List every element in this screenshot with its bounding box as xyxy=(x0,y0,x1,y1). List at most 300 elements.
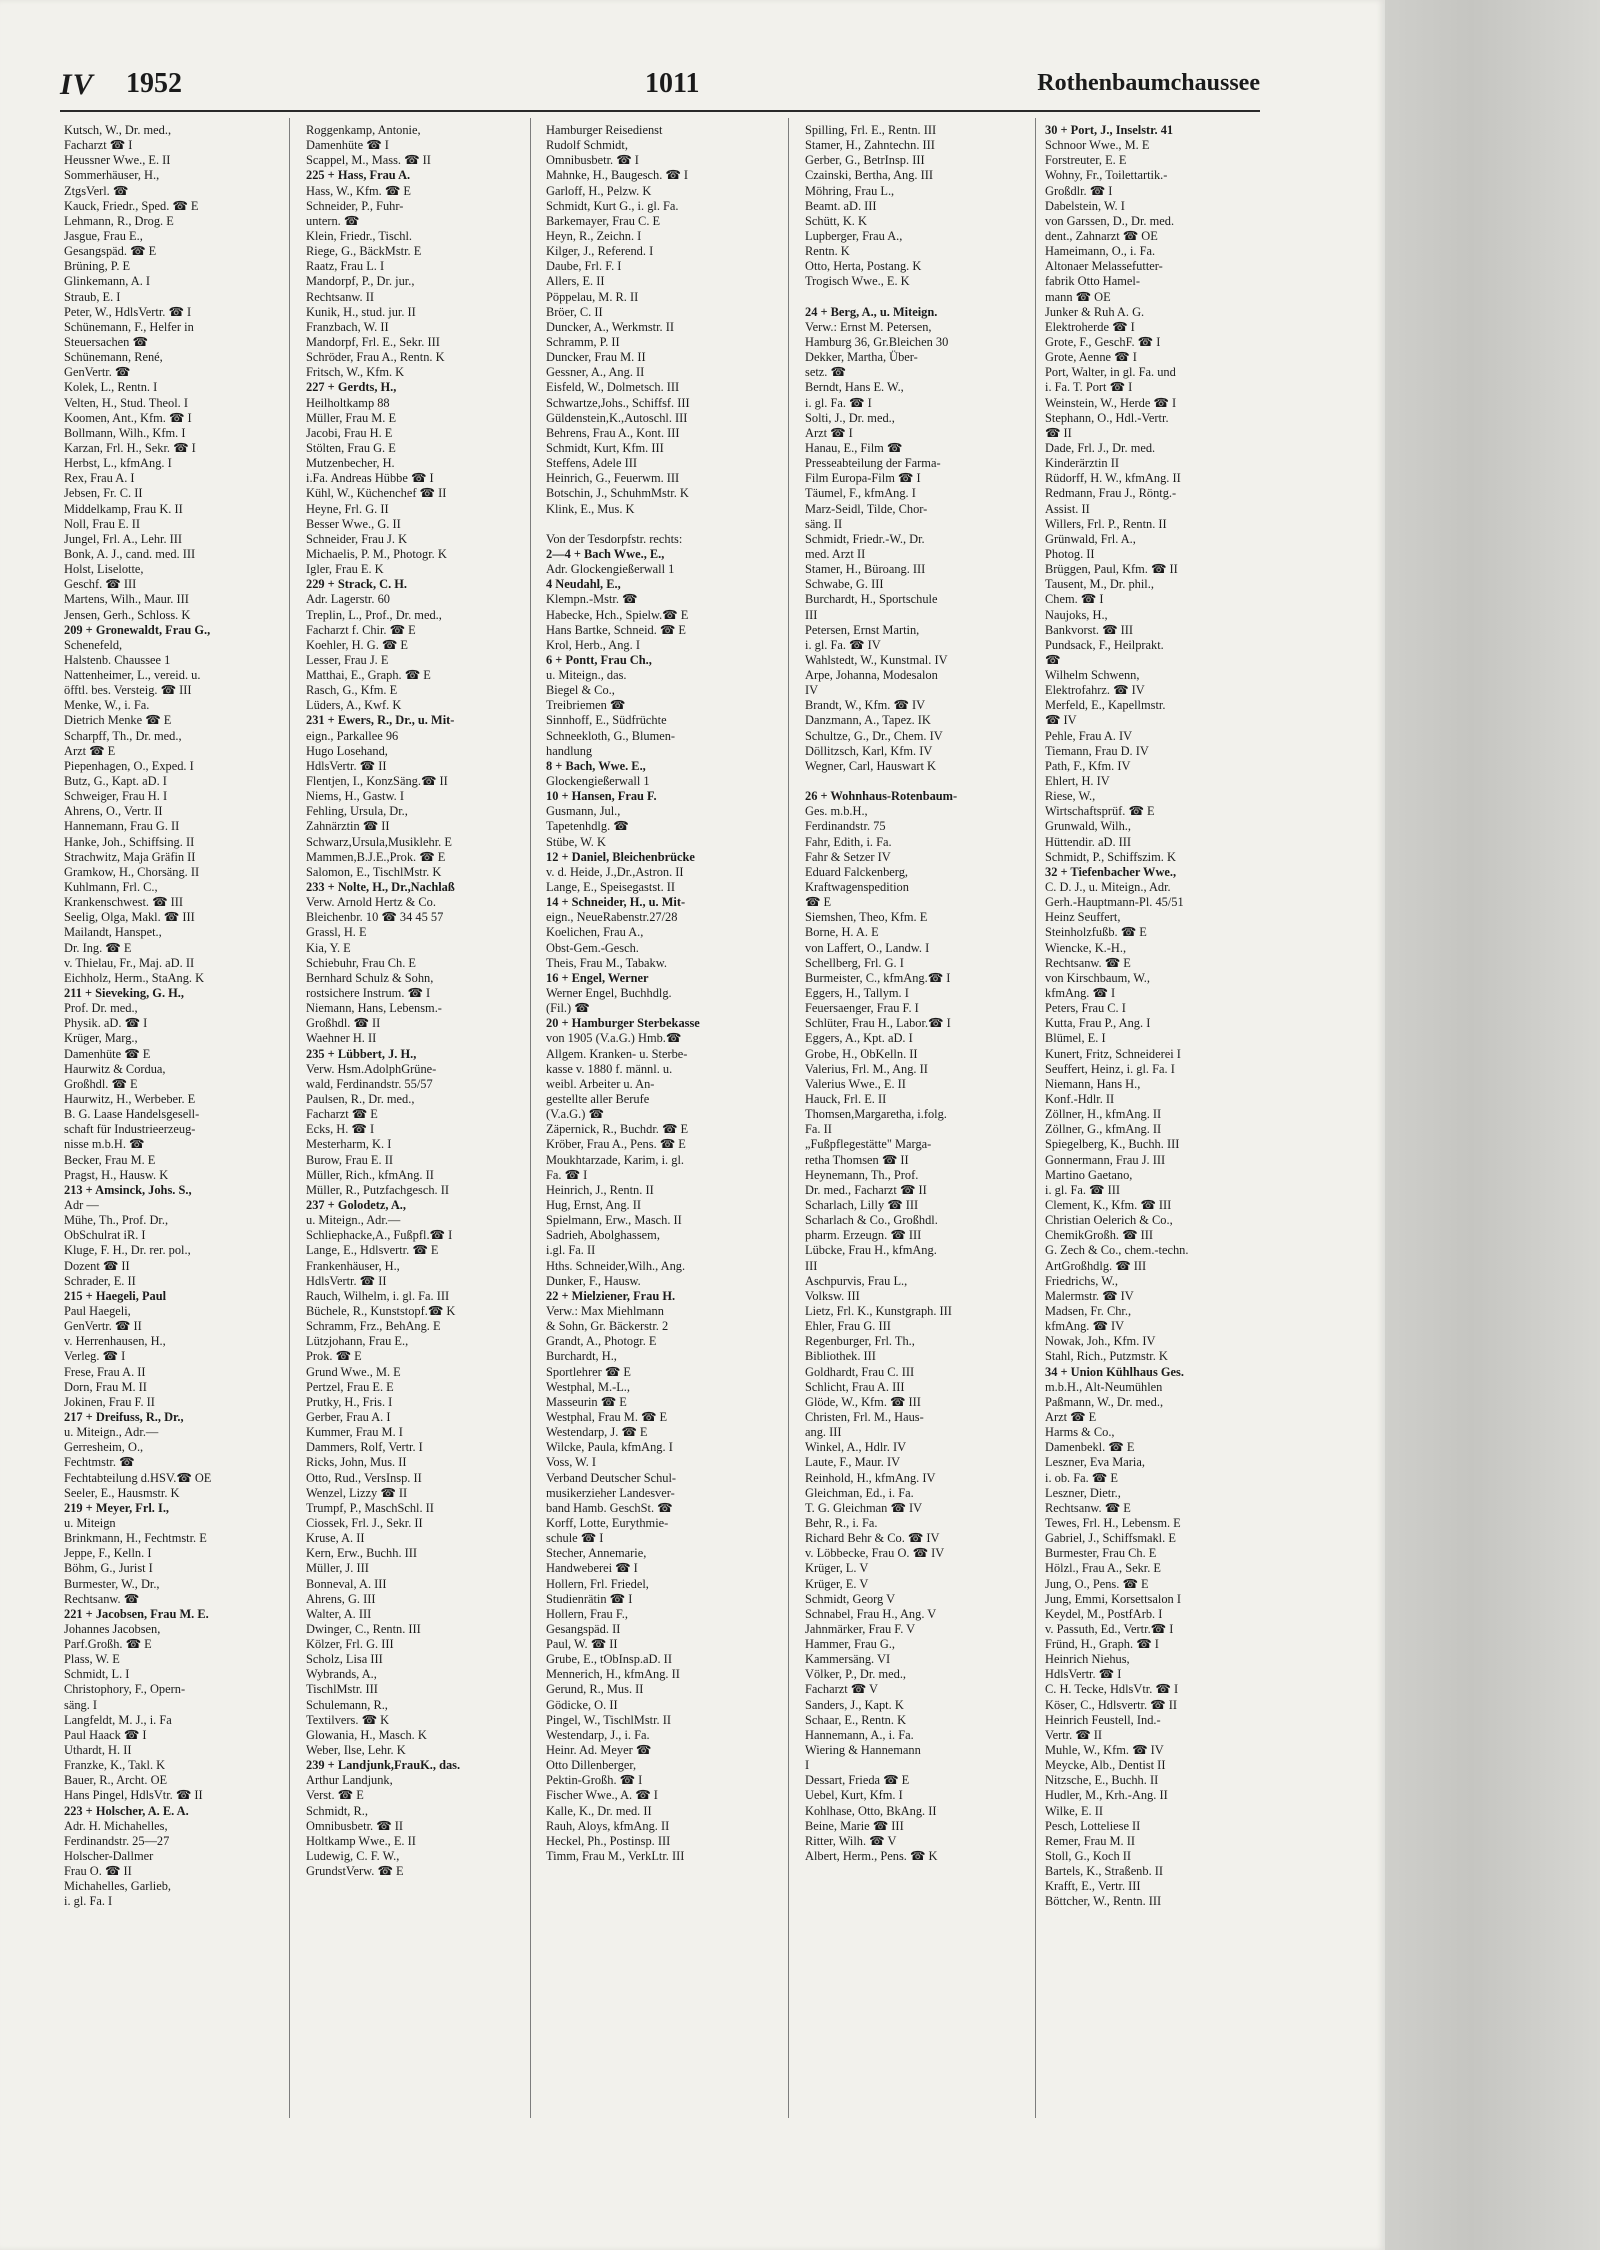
directory-entry-line: Weber, Ilse, Lehr. K xyxy=(306,1743,406,1758)
directory-entry-line: Wiencke, K.-H., xyxy=(1045,940,1127,955)
directory-entry-line: Lübcke, Frau H., kfmAng. xyxy=(805,1243,937,1258)
directory-entry-line: Dwinger, C., Rentn. III xyxy=(306,1621,421,1636)
street-name: Rothenbaumchaussee xyxy=(1037,70,1260,96)
directory-entry-line: Petersen, Ernst Martin, xyxy=(805,622,920,637)
directory-entry-line: Schmidt, P., Schiffszim. K xyxy=(1045,849,1176,864)
directory-entry-line: Sadrieh, Abolghassem, xyxy=(546,1228,660,1243)
directory-entry-line: Böttcher, W., Rentn. III xyxy=(1045,1894,1162,1909)
directory-entry-line: Igler, Frau E. K xyxy=(306,562,384,577)
directory-entry-line: i.Fa. Andreas Hübbe ☎ I xyxy=(306,471,434,486)
directory-entry-line xyxy=(546,517,768,532)
directory-entry-line: Niemann, Hans, Lebensm.- xyxy=(306,1001,442,1016)
directory-entry-line: Verband Deutscher Schul- xyxy=(546,1470,677,1485)
directory-entry-line: Uebel, Kurt, Kfm. I xyxy=(805,1788,903,1803)
directory-entry-line: Ricks, John, Mus. II xyxy=(306,1455,407,1470)
directory-entry-line: Gleichman, Ed., i. Fa. xyxy=(805,1485,914,1500)
directory-entry-line: Schaar, E., Rentn. K xyxy=(805,1712,907,1727)
directory-entry-line: Dekker, Martha, Über- xyxy=(805,350,918,365)
directory-entry-line: Timm, Frau M., VerkLtr. III xyxy=(546,1849,685,1864)
directory-entry-line: v. Passuth, Ed., Vertr.☎ I xyxy=(1045,1621,1174,1636)
directory-entry-line: Peter, W., HdlsVertr. ☎ I xyxy=(64,304,192,319)
directory-entry-line: Valerius, Frl. M., Ang. II xyxy=(805,1061,928,1076)
directory-entry-line: Pertzel, Frau E. E xyxy=(306,1379,394,1394)
directory-entry-line: Müller, Frau M. E xyxy=(306,410,397,425)
directory-entry-line: Hollern, Frl. Friedel, xyxy=(546,1576,649,1591)
directory-entry-line: Frankenhäuser, H., xyxy=(306,1258,400,1273)
directory-entry-line: Gonnermann, Frau J. III xyxy=(1045,1152,1166,1167)
directory-entry-line: Eduard Falckenberg, xyxy=(805,864,908,879)
directory-entry-line: Adr. H. Michahelles, xyxy=(64,1818,168,1833)
directory-entry-line: Gödicke, O. II xyxy=(546,1697,618,1712)
directory-entry-line: Tausent, M., Dr. phil., xyxy=(1045,577,1154,592)
directory-entry-line: III xyxy=(805,607,818,622)
directory-entry-line: i. gl. Fa. I xyxy=(64,1894,113,1909)
directory-entry-line: Halstenb. Chaussee 1 xyxy=(64,652,171,667)
directory-entry-line: weibl. Arbeiter u. An- xyxy=(546,1076,655,1091)
directory-entry-line: Pragst, H., Hausw. K xyxy=(64,1167,169,1182)
directory-entry-line: 223 + Holscher, A. E. A. xyxy=(64,1803,189,1818)
directory-entry-line: Hölzl., Frau A., Sekr. E xyxy=(1045,1561,1161,1576)
directory-entry-line: 239 + Landjunk,FrauK., das. xyxy=(306,1758,461,1773)
directory-entry-line: Wirtschaftsprüf. ☎ E xyxy=(1045,804,1155,819)
directory-entry-line: Mailandt, Hanspet., xyxy=(64,925,162,940)
directory-entry-line: öfftl. bes. Versteig. ☎ III xyxy=(64,683,192,698)
directory-entry-line: ZtgsVerl. ☎ xyxy=(64,183,129,198)
directory-entry-line: Bankvorst. ☎ III xyxy=(1045,622,1134,637)
directory-entry-line: Mandorpf, P., Dr. jur., xyxy=(306,274,415,289)
directory-entry-line: GrundstVerw. ☎ E xyxy=(306,1864,404,1879)
directory-entry-line: Heinz Seuffert, xyxy=(1045,910,1121,925)
directory-entry-line: Müller, J. III xyxy=(306,1561,369,1576)
directory-entry-line: Facharzt ☎ I xyxy=(64,138,133,153)
directory-entry-line: Goldhardt, Frau C. III xyxy=(805,1364,915,1379)
directory-entry-line: Ciossek, Frl. J., Sekr. II xyxy=(306,1515,423,1530)
directory-entry-line: Kutsch, W., Dr. med., xyxy=(64,123,172,137)
directory-entry-line: Hüttendir. aD. III xyxy=(1045,834,1132,849)
directory-entry-line: Nitzsche, E., Buchh. II xyxy=(1045,1773,1159,1788)
directory-entry-line: (Fil.) ☎ xyxy=(546,1001,590,1016)
directory-entry-line: Koomen, Ant., Kfm. ☎ I xyxy=(64,410,192,425)
directory-entry-line: Velten, H., Stud. Theol. I xyxy=(64,395,189,410)
directory-entry-line: eign., NeueRabenstr.27/28 xyxy=(546,910,678,925)
directory-entry-line: Stoll, G., Koch II xyxy=(1045,1849,1132,1864)
directory-entry-line: Kolek, L., Rentn. I xyxy=(64,380,158,395)
directory-entry-line: v. Thielau, Fr., Maj. aD. II xyxy=(64,955,195,970)
directory-entry-line: i.gl. Fa. II xyxy=(546,1243,596,1258)
directory-entry-line: Schünemann, René, xyxy=(64,350,163,365)
directory-entry-line: Sinnhoff, E., Südfrüchte xyxy=(546,713,667,728)
directory-entry-line: Fahr, Edith, i. Fa. xyxy=(805,834,892,849)
directory-entry-line: Wilke, E. II xyxy=(1045,1803,1103,1818)
directory-entry-line: Hans Bartke, Schneid. ☎ E xyxy=(546,622,686,637)
directory-entry-line: 14 + Schneider, H., u. Mit- xyxy=(546,895,686,910)
directory-entry-line: Scharlach & Co., Großhdl. xyxy=(805,1213,938,1228)
directory-entry-line: GenVertr. ☎ xyxy=(64,365,131,380)
directory-entry-line: Chem. ☎ I xyxy=(1045,592,1104,607)
directory-entry-line: Völker, P., Dr. med., xyxy=(805,1667,907,1682)
directory-entry-line: Eggers, A., Kpt. aD. I xyxy=(805,1031,913,1046)
directory-entry-line: Facharzt ☎ V xyxy=(805,1682,879,1697)
directory-entry-line: Gerund, R., Mus. II xyxy=(546,1682,644,1697)
directory-entry-line: Schrader, E. II xyxy=(64,1273,136,1288)
directory-entry-line: Prutky, H., Fris. I xyxy=(306,1394,393,1409)
directory-entry-line: Seuffert, Heinz, i. gl. Fa. I xyxy=(1045,1061,1175,1076)
directory-entry-line: u. Miteign., das. xyxy=(546,668,627,683)
directory-entry-line: Jahnmärker, Frau F. V xyxy=(805,1621,916,1636)
directory-entry-line: Mesterharm, K. I xyxy=(306,1137,392,1152)
directory-entry-line: Richard Behr & Co. ☎ IV xyxy=(805,1531,940,1546)
directory-entry-line: Handweberei ☎ I xyxy=(546,1561,638,1576)
directory-entry-line: Meycke, Alb., Dentist II xyxy=(1045,1758,1166,1773)
directory-entry-line: Wahlstedt, W., Kunstmal. IV xyxy=(805,652,948,667)
directory-entry-line: Straub, E. I xyxy=(64,289,121,304)
directory-entry-line: Malermstr. ☎ IV xyxy=(1045,1288,1134,1303)
directory-entry-line: Ehlert, H. IV xyxy=(1045,774,1110,789)
directory-entry-line: Eggers, H., Tallym. I xyxy=(805,986,909,1001)
directory-entry-line: 219 + Meyer, Frl. I., xyxy=(64,1500,170,1515)
directory-entry-line: Niemann, Hans H., xyxy=(1045,1076,1141,1091)
page-header xyxy=(60,68,1260,108)
directory-entry-line: Aschpurvis, Frau L., xyxy=(805,1273,908,1288)
directory-entry-line: Rex, Frau A. I xyxy=(64,471,135,486)
directory-entry-line: band Hamb. GeschSt. ☎ xyxy=(546,1500,673,1515)
directory-entry-line: Rudolf Schmidt, xyxy=(546,138,628,153)
directory-entry-line: Christian Oelerich & Co., xyxy=(1045,1213,1173,1228)
directory-entry-line: Arzt ☎ E xyxy=(64,743,116,758)
directory-entry-line: Walter, A. III xyxy=(306,1606,372,1621)
directory-entry-line: Mennerich, H., kfmAng. II xyxy=(546,1667,680,1682)
directory-entry-line: Path, F., Kfm. IV xyxy=(1045,758,1131,773)
directory-entry-line: Rechtsanw. ☎ E xyxy=(1045,1500,1131,1515)
directory-entry-line: Krüger, Marg., xyxy=(64,1031,138,1046)
directory-entry-line: Heilholtkamp 88 xyxy=(306,395,390,410)
page-edge xyxy=(1385,0,1600,2250)
directory-entry-line: Kühl, W., Küchenchef ☎ II xyxy=(306,486,447,501)
directory-entry-line: Kraftwagenspedition xyxy=(805,880,909,895)
directory-entry-line: Zahnärztin ☎ II xyxy=(306,819,390,834)
directory-entry-line: Becker, Frau M. E xyxy=(64,1152,156,1167)
directory-entry-line: Wybrands, A., xyxy=(306,1667,377,1682)
directory-entry-line: Heynemann, Th., Prof. xyxy=(805,1167,919,1182)
directory-entry-line: Salomon, E., TischlMstr. K xyxy=(306,864,442,879)
directory-entry-line: Hug, Ernst, Ang. II xyxy=(546,1197,641,1212)
directory-entry-line: Mahnke, H., Baugesch. ☎ I xyxy=(546,168,689,183)
directory-entry-line: Plass, W. E xyxy=(64,1652,120,1667)
edition-label: IV xyxy=(60,68,94,101)
directory-entry-line: Spiegelberg, K., Buchh. III xyxy=(1045,1137,1180,1152)
directory-entry-line: Blümel, E. I xyxy=(1045,1031,1106,1046)
directory-entry-line: v. Löbbecke, Frau O. ☎ IV xyxy=(805,1546,945,1561)
directory-entry-line: Clement, K., Kfm. ☎ III xyxy=(1045,1197,1172,1212)
directory-entry-line: Wohny, Fr., Toilettartik.- xyxy=(1045,168,1168,183)
directory-entry-line: Nowak, Joh., Kfm. IV xyxy=(1045,1334,1156,1349)
directory-entry-line: Geschf. ☎ III xyxy=(64,577,137,592)
directory-entry-line: Holscher-Dallmer xyxy=(64,1849,154,1864)
directory-entry-line: Menke, W., i. Fa. xyxy=(64,698,150,713)
directory-entry-line: Zöllner, H., kfmAng. II xyxy=(1045,1107,1162,1122)
directory-entry-line: Roggenkamp, Antonie, xyxy=(306,123,421,137)
directory-entry-line: HdlsVertr. ☎ II xyxy=(306,758,387,773)
directory-entry-line: Facharzt ☎ E xyxy=(306,1107,378,1122)
directory-entry-line: Möhring, Frau L., xyxy=(805,183,895,198)
directory-entry-line: Otto, Rud., VersInsp. II xyxy=(306,1470,422,1485)
directory-entry-line: Burchardt, H., Sportschule xyxy=(805,592,938,607)
directory-entry-line: Müller, Rich., kfmAng. II xyxy=(306,1167,434,1182)
column-divider xyxy=(289,118,290,2118)
directory-entry-line: Burmeister, C., kfmAng.☎ I xyxy=(805,970,951,985)
directory-entry-line: Berndt, Hans E. W., xyxy=(805,380,904,395)
directory-entry-line: Ludewig, C. F. W., xyxy=(306,1849,400,1864)
directory-entry-line: Korff, Lotte, Eurythmie- xyxy=(546,1515,669,1530)
directory-entry-line: I xyxy=(805,1758,810,1773)
directory-entry-line: Kutta, Frau P., Ang. I xyxy=(1045,1016,1151,1031)
directory-entry-line: Böhm, G., Jurist I xyxy=(64,1561,153,1576)
directory-entry-line: Seeler, E., Hausmstr. K xyxy=(64,1485,180,1500)
column-divider xyxy=(788,118,789,2118)
directory-entry-line: 20 + Hamburger Sterbekasse xyxy=(546,1016,700,1031)
directory-entry-line: Elektrofahrz. ☎ IV xyxy=(1045,683,1145,698)
page-number: 1011 xyxy=(645,68,700,99)
directory-entry-line: Treplin, L., Prof., Dr. med., xyxy=(306,607,442,622)
directory-entry-line: Ahrens, G. III xyxy=(306,1591,376,1606)
directory-entry-line: Fahr & Setzer IV xyxy=(805,849,891,864)
directory-entry-line: Raatz, Frau L. I xyxy=(306,259,385,274)
directory-entry-line: Gramkow, H., Chorsäng. II xyxy=(64,864,200,879)
directory-entry-line: Schröder, Frau A., Rentn. K xyxy=(306,350,445,365)
directory-entry-line: 6 + Pontt, Frau Ch., xyxy=(546,652,652,667)
directory-entry-line: Steffens, Adele III xyxy=(546,456,637,471)
directory-entry-line: Kinderärztin II xyxy=(1045,456,1119,471)
directory-entry-line: Keydel, M., PostfArb. I xyxy=(1045,1606,1163,1621)
directory-entry-line: Allers, E. II xyxy=(546,274,605,289)
directory-entry-line: IV xyxy=(805,683,819,698)
directory-entry-line: 225 + Hass, Frau A. xyxy=(306,168,411,183)
directory-entry-line: Arzt ☎ I xyxy=(805,425,853,440)
directory-entry-line: Dr. med., Facharzt ☎ II xyxy=(805,1182,927,1197)
directory-entry-line: Pektin-Großh. ☎ I xyxy=(546,1773,643,1788)
directory-entry-line: Masseurin ☎ E xyxy=(546,1394,627,1409)
directory-entry-line: 16 + Engel, Werner xyxy=(546,970,649,985)
directory-entry-line: Stahl, Rich., Putzmstr. K xyxy=(1045,1349,1168,1364)
directory-entry-line: Scharlach, Lilly ☎ III xyxy=(805,1197,919,1212)
directory-entry-line: Scharpff, Th., Dr. med., xyxy=(64,728,182,743)
directory-entry-line: Hauck, Frl. E. II xyxy=(805,1092,887,1106)
directory-entry-line: Rauch, Wilhelm, i. gl. Fa. III xyxy=(306,1288,450,1303)
directory-entry-line: Madsen, Fr. Chr., xyxy=(1045,1303,1132,1318)
directory-entry-line: Lange, E., Speisegastst. II xyxy=(546,880,676,895)
column-divider xyxy=(1035,118,1036,2118)
directory-entry-line: Heinrich, J., Rentn. II xyxy=(546,1182,654,1197)
directory-entry-line: Von der Tesdorpfstr. rechts: xyxy=(546,531,683,546)
directory-entry-line: 30 + Port, J., Inselstr. 41 xyxy=(1045,123,1174,137)
directory-column-4 xyxy=(805,123,1027,1864)
directory-entry-line: 12 + Daniel, Bleichenbrücke xyxy=(546,849,695,864)
directory-entry-line: med. Arzt II xyxy=(805,546,866,561)
directory-entry-line: Spilling, Frl. E., Rentn. III xyxy=(805,123,937,137)
directory-entry-line: TischlMstr. III xyxy=(306,1682,378,1697)
directory-entry-line: Krol, Herb., Ang. I xyxy=(546,637,640,652)
directory-entry-line: Gerh.-Hauptmann-Pl. 45/51 xyxy=(1045,895,1184,910)
directory-entry-line: kasse v. 1880 f. männl. u. xyxy=(546,1061,673,1076)
directory-entry-line: Martino Gaetano, xyxy=(1045,1167,1133,1182)
directory-entry-line: Bibliothek. III xyxy=(805,1349,876,1364)
directory-entry-line: Piepenhagen, O., Exped. I xyxy=(64,758,194,773)
directory-entry-line: Schlicht, Frau A. III xyxy=(805,1379,905,1394)
directory-entry-line: i. gl. Fa. ☎ III xyxy=(1045,1182,1120,1197)
directory-entry-line: Fischer Wwe., A. ☎ I xyxy=(546,1788,658,1803)
directory-column-5 xyxy=(1045,123,1267,1910)
directory-entry-line: Schiebuhr, Frau Ch. E xyxy=(306,955,416,970)
directory-entry-line: Photog. II xyxy=(1045,546,1095,561)
directory-entry-line: Danzmann, A., Tapez. IK xyxy=(805,713,931,728)
directory-entry-line: kfmAng. ☎ I xyxy=(1045,986,1116,1001)
directory-entry-line: GenVertr. ☎ II xyxy=(64,1319,142,1334)
directory-entry-line: Schneider, Frau J. K xyxy=(306,531,408,546)
directory-entry-line: Schmidt, L. I xyxy=(64,1667,130,1682)
directory-entry-line: Langfeldt, M. J., i. Fa xyxy=(64,1712,172,1727)
directory-entry-line: Wilcke, Paula, kfmAng. I xyxy=(546,1440,673,1455)
directory-entry-line: Michaelis, P. M., Photogr. K xyxy=(306,546,447,561)
directory-entry-line: Tiemann, Frau D. IV xyxy=(1045,743,1149,758)
directory-entry-line: Omnibusbetr. ☎ I xyxy=(546,153,639,168)
directory-entry-line: Schellberg, Frl. G. I xyxy=(805,955,904,970)
directory-entry-line: Kunik, H., stud. jur. II xyxy=(306,304,416,319)
directory-entry-line: Vertr. ☎ II xyxy=(1045,1727,1103,1742)
directory-entry-line: Dietrich Menke ☎ E xyxy=(64,713,172,728)
directory-entry-line: Schütt, K. K xyxy=(805,213,867,228)
directory-entry-line: & Sohn, Gr. Bäckerstr. 2 xyxy=(546,1319,669,1334)
directory-entry-line: 209 + Gronewaldt, Frau G., xyxy=(64,622,211,637)
directory-entry-line: ang. III xyxy=(805,1425,842,1440)
directory-entry-line: Klein, Friedr., Tischl. xyxy=(306,228,413,243)
directory-entry-line: Frau O. ☎ II xyxy=(64,1864,132,1879)
directory-entry-line: Grote, F., GeschF. ☎ I xyxy=(1045,334,1161,349)
directory-entry-line: Schnabel, Frau H., Ang. V xyxy=(805,1606,937,1621)
directory-entry-line: Besser Wwe., G. II xyxy=(306,516,401,531)
directory-entry-line: Dessart, Frieda ☎ E xyxy=(805,1773,910,1788)
directory-entry-line: Tapetenhdlg. ☎ xyxy=(546,819,629,834)
directory-entry-line: 26 + Wohnhaus-Rotenbaum- xyxy=(805,789,958,804)
directory-entry-line: Großhdl. ☎ E xyxy=(64,1076,138,1091)
directory-entry-line: Verw.: Max Miehlmann xyxy=(546,1303,664,1318)
directory-entry-line: Krankenschwest. ☎ III xyxy=(64,895,183,910)
directory-entry-line: Dammers, Rolf, Vertr. I xyxy=(306,1440,423,1455)
directory-entry-line: Lesser, Frau J. E xyxy=(306,652,389,667)
directory-entry-line: dent., Zahnarzt ☎ OE xyxy=(1045,228,1158,243)
directory-entry-line: Reinhold, H., kfmAng. IV xyxy=(805,1470,936,1485)
directory-entry-line: Dunker, F., Hausw. xyxy=(546,1273,641,1288)
directory-entry-line: handlung xyxy=(546,743,593,758)
directory-column-1 xyxy=(64,123,286,1910)
directory-entry-line: Riege, G., BäckMstr. E xyxy=(306,244,422,259)
directory-entry-line: kfmAng. ☎ IV xyxy=(1045,1319,1125,1334)
directory-entry-line: Fa. II xyxy=(805,1122,832,1137)
directory-entry-line: 10 + Hansen, Frau F. xyxy=(546,789,657,804)
directory-entry-line: Sommerhäuser, H., xyxy=(64,168,160,183)
directory-entry-line: HdlsVertr. ☎ II xyxy=(306,1273,387,1288)
directory-entry-line: Stecher, Annemarie, xyxy=(546,1546,647,1561)
directory-entry-line: Middelkamp, Frau K. II xyxy=(64,501,183,516)
directory-entry-line: Volksw. III xyxy=(805,1288,860,1303)
directory-entry-line: Bröer, C. II xyxy=(546,304,603,319)
directory-entry-line: Albert, Herm., Pens. ☎ K xyxy=(805,1849,938,1864)
directory-entry-line: Omnibusbetr. ☎ II xyxy=(306,1818,403,1833)
directory-entry-line: Czainski, Bertha, Ang. III xyxy=(805,168,934,183)
directory-entry-line: Täumel, F., kfmAng. I xyxy=(805,486,916,501)
directory-entry-line: Heussner Wwe., E. II xyxy=(64,153,171,168)
directory-entry-line: Willers, Frl. P., Rentn. II xyxy=(1045,516,1167,531)
directory-entry-line: Parf.Großh. ☎ E xyxy=(64,1637,152,1652)
directory-entry-line: Obst-Gem.-Gesch. xyxy=(546,940,639,955)
directory-entry-line: Schliephacke,A., Fußpfl.☎ I xyxy=(306,1228,453,1243)
directory-entry-line: Kalle, K., Dr. med. II xyxy=(546,1803,652,1818)
directory-entry-line: Brüggen, Paul, Kfm. ☎ II xyxy=(1045,562,1178,577)
directory-entry-line: Theis, Frau M., Tabakw. xyxy=(546,955,667,970)
directory-entry-line: Pöppelau, M. R. II xyxy=(546,289,639,304)
directory-entry-line: Müller, R., Putzfachgesch. II xyxy=(306,1182,449,1197)
directory-entry-line: Harms & Co., xyxy=(1045,1425,1115,1440)
directory-entry-line: Schwabe, G. III xyxy=(805,577,884,592)
directory-entry-line: Schmidt, Kurt G., i. gl. Fa. xyxy=(546,198,679,213)
directory-entry-line: Verw. Hsm.AdolphGrüne- xyxy=(306,1061,437,1076)
directory-entry-line: Habecke, Hch., Spielw.☎ E xyxy=(546,607,689,622)
directory-entry-line: Steuersachen ☎ xyxy=(64,334,148,349)
directory-entry-line: Riese, W., xyxy=(1045,789,1096,804)
directory-entry-line: 227 + Gerdts, H., xyxy=(306,380,397,395)
directory-entry-line: Otto, Herta, Postang. K xyxy=(805,259,922,274)
directory-entry-line: Schmidt, R., xyxy=(306,1803,368,1818)
directory-entry-line: Christen, Frl. M., Haus- xyxy=(805,1409,924,1424)
directory-entry-line: u. Miteign., Adr.— xyxy=(306,1213,401,1228)
directory-entry-line: Stübe, W. K xyxy=(546,834,606,849)
directory-entry-line: Ehler, Frau G. III xyxy=(805,1319,891,1334)
directory-entry-line: Bartels, K., Straßenb. II xyxy=(1045,1864,1164,1879)
directory-entry-line: Physik. aD. ☎ I xyxy=(64,1016,148,1031)
directory-entry-line: Eisfeld, W., Dolmetsch. III xyxy=(546,380,680,395)
directory-entry-line: Brüning, P. E xyxy=(64,259,131,274)
directory-entry-line: 237 + Golodetz, A., xyxy=(306,1197,406,1212)
directory-entry-line: Daube, Frl. F. I xyxy=(546,259,622,274)
directory-entry-line: ☎ IV xyxy=(1045,713,1077,728)
directory-entry-line: Fechtabteilung d.HSV.☎ OE xyxy=(64,1470,212,1485)
directory-entry-line: setz. ☎ xyxy=(805,365,846,380)
directory-entry-line: Ferdinandstr. 75 xyxy=(805,819,886,834)
directory-entry-line: Laute, F., Maur. IV xyxy=(805,1455,901,1470)
directory-entry-line: Altonaer Melassefutter- xyxy=(1045,259,1163,274)
directory-entry-line: m.b.H., Alt-Neumühlen xyxy=(1045,1379,1163,1394)
directory-entry-line: Westphal, Frau M. ☎ E xyxy=(546,1409,668,1424)
directory-entry-line: pharm. Erzeugn. ☎ III xyxy=(805,1228,922,1243)
directory-entry-line: Holtkamp Wwe., E. II xyxy=(306,1833,416,1848)
directory-entry-line: Allgem. Kranken- u. Sterbe- xyxy=(546,1046,688,1061)
directory-entry-line: Grandt, A., Photogr. E xyxy=(546,1334,657,1349)
directory-entry-line: Hans Pingel, HdlsVtr. ☎ II xyxy=(64,1788,203,1803)
directory-entry-line: Heinrich Niehus, xyxy=(1045,1652,1130,1667)
directory-entry-line: Pehle, Frau A. IV xyxy=(1045,728,1133,743)
directory-entry-line: Flentjen, I., KonzSäng.☎ II xyxy=(306,774,448,789)
directory-entry-line: Grassl, H. E xyxy=(306,925,367,940)
directory-entry-line: 4 Neudahl, E., xyxy=(546,577,621,592)
directory-entry-line: Schmidt, Friedr.-W., Dr. xyxy=(805,531,925,546)
directory-entry-line: Feuersaenger, Frau F. I xyxy=(805,1001,919,1016)
directory-entry-line: C. D. J., u. Miteign., Adr. xyxy=(1045,880,1171,895)
directory-entry-line: Assist. II xyxy=(1045,501,1090,516)
directory-entry-line: Wiering & Hannemann xyxy=(805,1743,921,1758)
directory-entry-line: Kilger, J., Referend. I xyxy=(546,244,654,259)
directory-entry-line: Dabelstein, W. I xyxy=(1045,198,1125,213)
directory-entry-line: Behrens, Frau A., Kont. III xyxy=(546,425,680,440)
directory-entry-line: Heinrich Feustell, Ind.- xyxy=(1045,1712,1161,1727)
